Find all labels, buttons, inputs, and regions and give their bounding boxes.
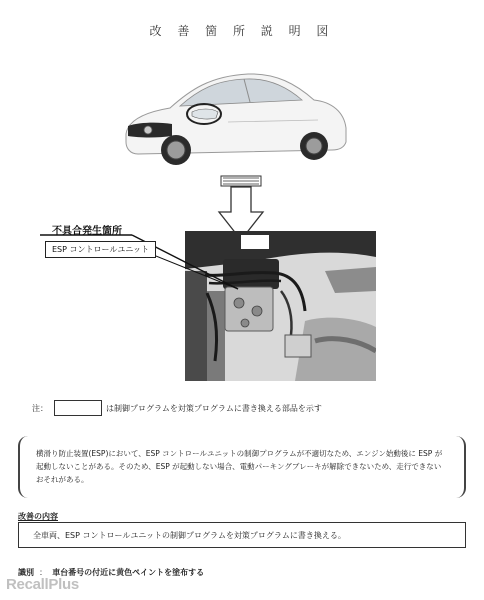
description-text: 横滑り防止装置(ESP)において、ESP コントロールユニットの制御プログラムが不適切なため、エンジン始動後に ESP が起動しないことがある。そのため、ESP が起動しない場合、電動パーキングブレーキが解除できないため、走行できないおそれがある。 [36, 449, 443, 484]
page-title: 改 善 箇 所 説 明 図 [149, 24, 335, 38]
improvement-text: 全車両、ESP コントロールユニットの制御プログラムを対策プログラムに書き換える。 [33, 531, 346, 540]
note-box [54, 400, 102, 416]
part-heading: 不具合発生箇所 [52, 226, 122, 237]
identification-text: 車台番号の付近に黄色ペイントを塗布する [52, 568, 205, 577]
identification-label: 識別 [18, 568, 34, 577]
watermark: RecallPlus [6, 576, 79, 593]
note-prefix: 注： [32, 403, 48, 413]
note-row [32, 400, 322, 416]
improvement-box [18, 522, 466, 548]
identification-colon: ： [36, 568, 50, 577]
description-box [18, 436, 466, 498]
note-text: は制御プログラムを対策プログラムに書き換える部品を示す [106, 403, 322, 413]
part-label: ESP コントロールユニット [45, 241, 156, 258]
improvement-section-title: 改善の内容 [18, 512, 58, 521]
car-illustration [118, 62, 350, 172]
